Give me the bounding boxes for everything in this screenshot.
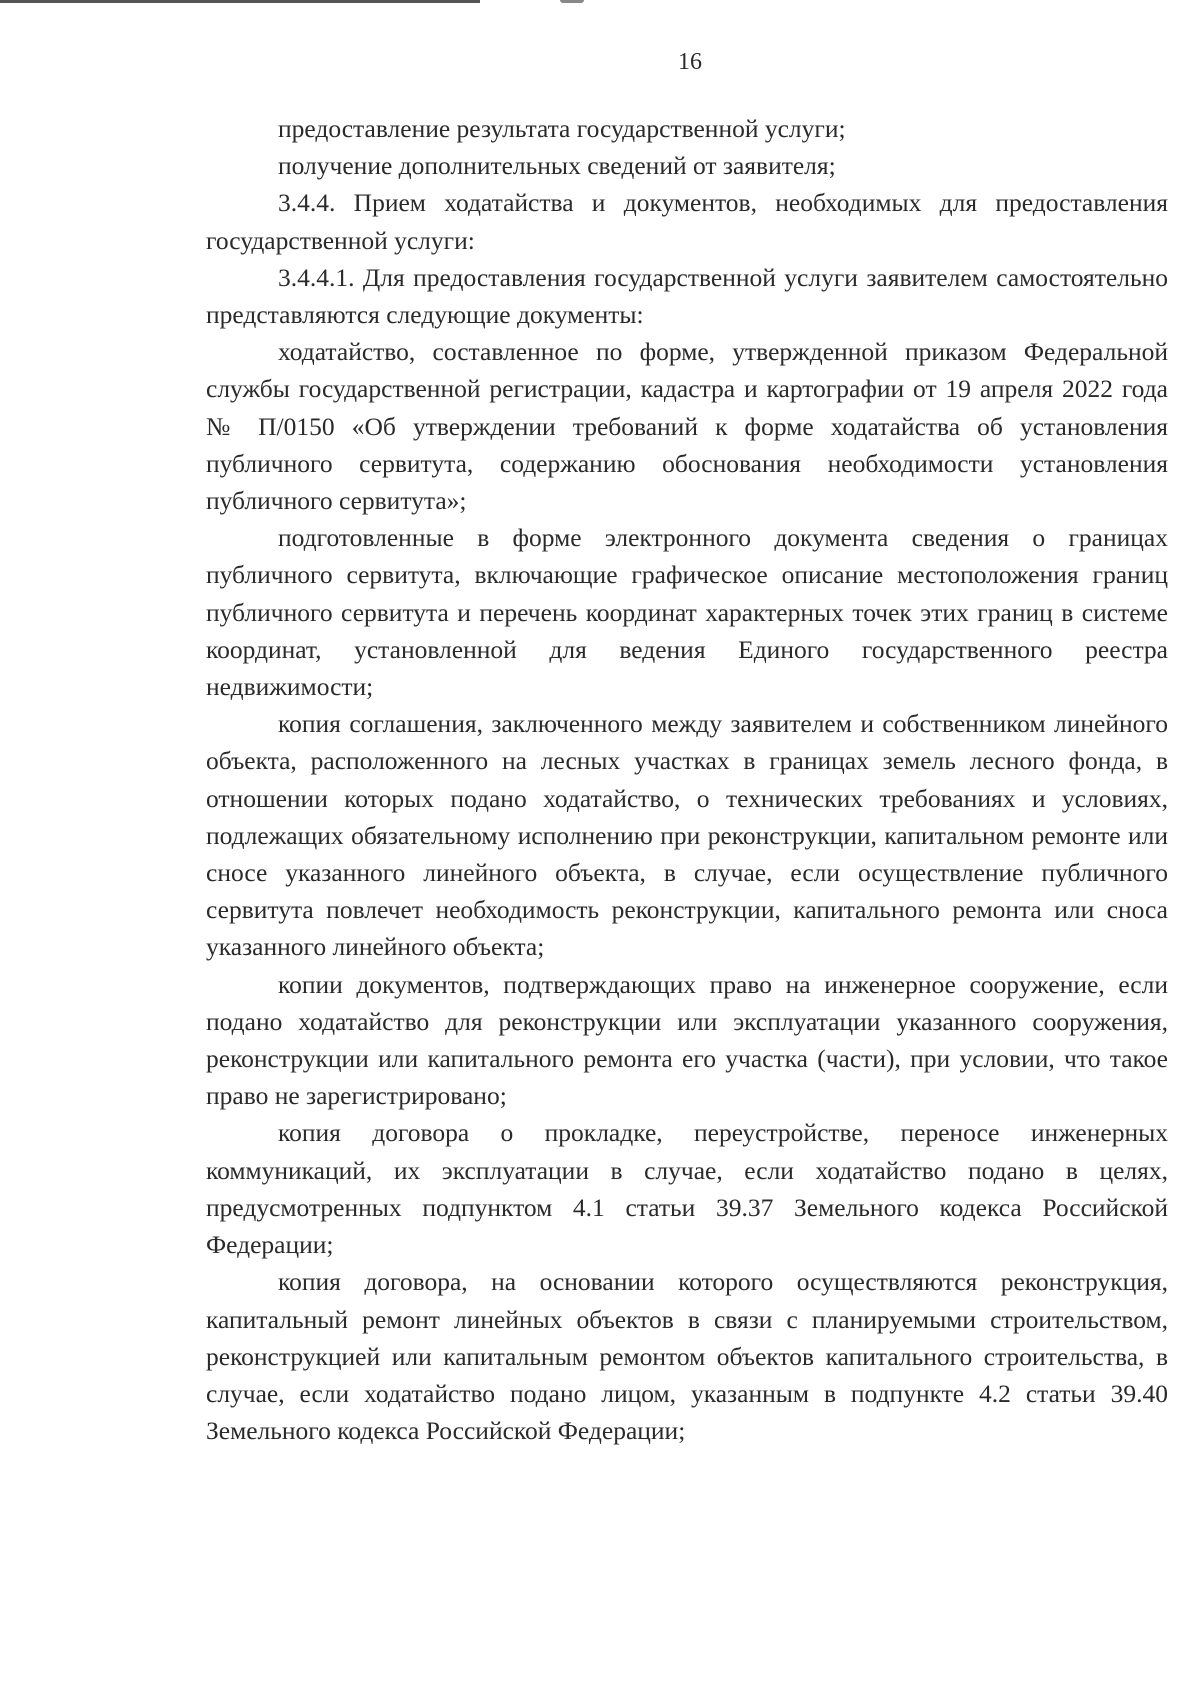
scan-top-mark	[560, 0, 584, 3]
page-number: 16	[678, 49, 702, 75]
paragraph-boundary-info: подготовленные в форме электронного документа сведения о границах публичного сервитута, включающие графическое описание местоположения границ публичного сервитута и перечень координат характерных точек этих границ в системе координат, установленной для ведения Единого государственного реестра недвижимости;	[206, 523, 1168, 702]
paragraph-section-3-4-4: 3.4.4. Прием ходатайства и документов, необходимых для предоставления государственной услуги:	[206, 188, 1168, 255]
paragraph-utility-contract: копия договора о прокладке, переустройстве, переносе инженерных коммуникаций, их эксплуатации в случае, если ходатайство подано в целях, предусмотренных подпунктом 4.1 статьи 39.37 Земельного кодекса Российской Федерации;	[206, 1118, 1168, 1260]
paragraph-rights-documents: копии документов, подтверждающих право на инженерное сооружение, если подано ходатайство для реконструкции или эксплуатации указанного сооружения, реконструкции или капитального ремонта его участка (части), при условии, что такое право не зарегистрировано;	[206, 969, 1168, 1111]
paragraph-reconstruction-contract: копия договора, на основании которого осуществляются реконструкция, капитальный ремонт линейных объектов в связи с планируемыми строительством, реконструкцией или капитальным ремонтом объектов капитального строительства, в случае, если ходатайство подано лицом, указанным в подпункте 4.2 статьи 39.40 Земельного кодекса Российской Федерации;	[206, 1267, 1168, 1446]
paragraph-petition-form: ходатайство, составленное по форме, утвержденной приказом Федеральной службы государственной регистрации, кадастра и картографии от 19 апреля 2022 года № П/0150 «Об утверждении требований к форме ходатайства об установления публичного сервитута, содержанию обоснования необходимости установления публичного сервитута»;	[206, 337, 1168, 516]
document-body	[206, 110, 1168, 1449]
paragraph-section-3-4-4-1: 3.4.4.1. Для предоставления государственной услуги заявителем самостоятельно представляются следующие документы:	[206, 262, 1168, 330]
paragraph-result-delivery: предоставление результата государственной услуги;	[278, 114, 846, 143]
paragraph-additional-info: получение дополнительных сведений от заявителя;	[278, 151, 836, 181]
scan-top-rule	[0, 0, 480, 3]
paragraph-agreement-copy: копия соглашения, заключенного между заявителем и собственником линейного объекта, расположенного на лесных участках в границах земель лесного фонда, в отношении которых подано ходатайство, о технических требованиях и условиях, подлежащих обязательному исполнению при реконструкции, капитальном ремонте или сносе указанного линейного объекта, в случае, если осуществление публичного сервитута повлечет необходимость реконструкции, капитального ремонта или сноса указанного линейного объекта;	[206, 709, 1168, 962]
